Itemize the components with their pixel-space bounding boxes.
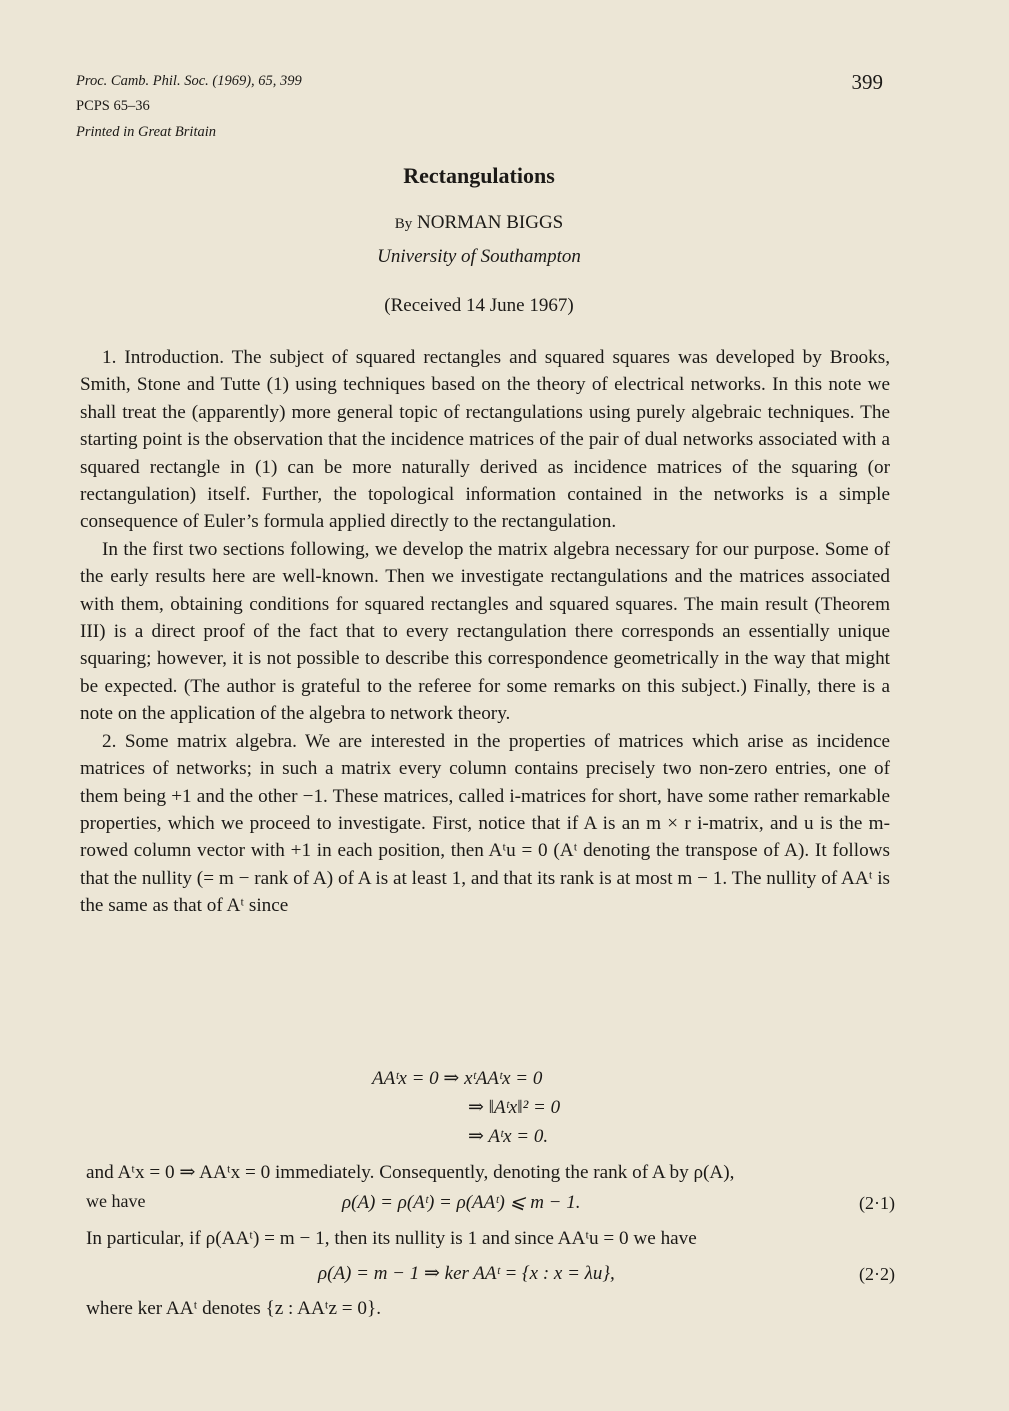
by-label: By <box>394 216 413 232</box>
page-number: 399 <box>851 70 883 94</box>
equation-line-3: ⇒ Aᵗx = 0. <box>468 1126 549 1147</box>
equation-2-1: ρ(A) = ρ(Aᵗ) = ρ(AAᵗ) ⩽ m − 1. <box>342 1192 581 1213</box>
author-line <box>0 212 958 234</box>
text-we-have: we have <box>86 1191 146 1211</box>
text-line-rank: and Aᵗx = 0 ⇒ AAᵗx = 0 immediately. Consequently, denoting the rank of A by ρ(A), <box>86 1162 735 1183</box>
text-line-particular: In particular, if ρ(AAᵗ) = m − 1, then its nullity is 1 and since AAᵗu = 0 we have <box>86 1228 697 1249</box>
body-text <box>80 344 890 948</box>
paragraph-matrix-algebra: 2. Some matrix algebra. We are interested in the properties of matrices which arise as incidence matrices of networks; in such a matrix every column contains precisely two non-zero entries, one of them being +1 and the other −1. These matrices, called i-matrices for short, have some rather remarkable properties, which we proceed to investigate. First, notice that if A is an m × r i-matrix, and u is the m-rowed column vector with +1 in each position, then Aᵗu = 0 (Aᵗ denoting the transpose of A). It follows that the nullity (= m − rank of A) of A is at least 1, and that its rank is at most m − 1. The nullity of AAᵗ is the same as that of Aᵗ since <box>80 730 890 917</box>
text-line-ker: where ker AAᵗ denotes {z : AAᵗz = 0}. <box>86 1298 382 1319</box>
author-name: NORMAN BIGGS <box>417 212 564 233</box>
affiliation: University of Southampton <box>377 246 581 267</box>
equation-number-2-1: (2·1) <box>859 1193 895 1213</box>
article-title: Rectangulations <box>403 163 555 188</box>
journal-code: PCPS 65–36 <box>76 98 150 114</box>
equation-line-2: ⇒ ‖Aᵗx‖² = 0 <box>468 1097 561 1118</box>
paragraph-overview: In the first two sections following, we develop the matrix algebra necessary for our purpose. Some of the early results here are well-known. Then we investigate rectangulations and the matrices associated with them, obtaining conditions for squared rectangles and squared squares. The main result (Theorem III) is a direct proof of the fact that to every rectangulation there corresponds an essentially unique squaring; however, it is not possible to describe this correspondence geometrically in the way that might be expected. (The author is grateful to the referee for some remarks on this subject.) Finally, there is a note on the application of the algebra to network theory. <box>80 538 890 725</box>
equation-line-1: AAᵗx = 0 ⇒ xᵗAAᵗx = 0 <box>372 1068 543 1089</box>
equation-2-2: ρ(A) = m − 1 ⇒ ker AAᵗ = {x : x = λu}, <box>318 1263 615 1284</box>
journal-citation: Proc. Camb. Phil. Soc. (1969), 65, 399 <box>76 73 302 89</box>
received-date: (Received 14 June 1967) <box>384 295 574 316</box>
printed-note: Printed in Great Britain <box>76 124 217 140</box>
paragraph-introduction: 1. Introduction. The subject of squared rectangles and squared squares was developed by Brooks, Smith, Stone and Tutte (1) using techniques based on the theory of electrical networks. In this note we shall treat the (apparently) more general topic of rectangulations using purely algebraic techniques. The starting point is the observation that the incidence matrices of the pair of dual networks associated with a squared rectangle in (1) can be more naturally derived as incidence matrices of the squaring (or rectangulation) itself. Further, the topological information contained in the networks is a simple consequence of Euler’s formula applied directly to the rectangulation. <box>80 347 890 533</box>
equation-number-2-2: (2·2) <box>859 1264 895 1284</box>
